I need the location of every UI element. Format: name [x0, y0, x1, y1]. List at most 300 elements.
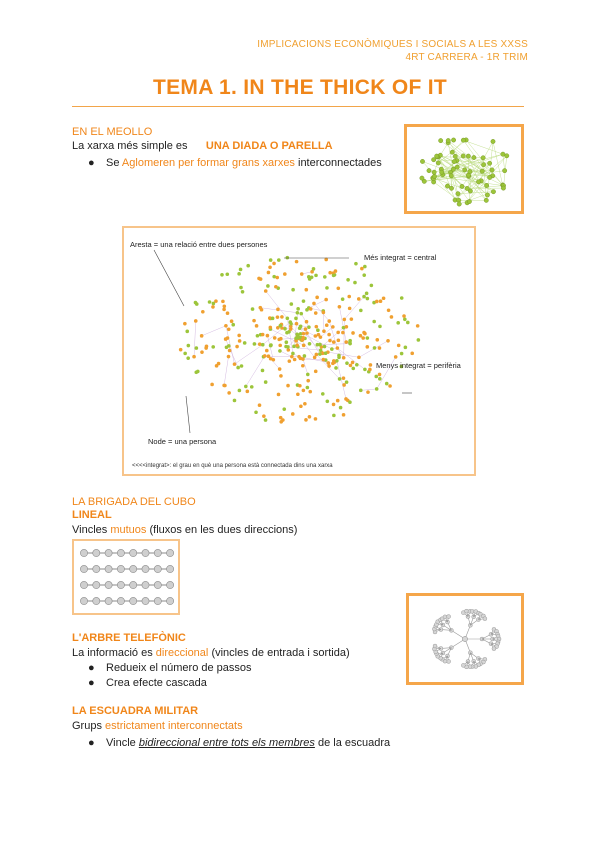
bullet-dot: ● — [88, 677, 95, 689]
tree-node — [447, 615, 451, 619]
diagram-node — [305, 331, 309, 335]
diagram-node — [306, 379, 310, 383]
thumb-node — [480, 169, 484, 173]
diagram-node — [293, 358, 297, 362]
diagram-node — [296, 307, 300, 311]
diagram-edge — [361, 389, 377, 390]
diagram-edge — [344, 297, 364, 320]
diagram-node — [278, 367, 282, 371]
linear-chains-image — [72, 539, 180, 615]
diagram-node — [283, 272, 287, 276]
diagram-node — [295, 343, 299, 347]
diagram-node — [363, 332, 367, 336]
diagram-node — [303, 354, 307, 358]
diagram-node — [400, 296, 404, 300]
thumb-node — [456, 192, 460, 196]
diagram-node — [238, 339, 242, 343]
diagram-node — [286, 256, 290, 260]
diagram-node — [205, 344, 209, 348]
diagram-node — [227, 391, 231, 395]
diagram-node — [298, 384, 302, 388]
diagram-node — [239, 268, 243, 272]
diagram-node — [335, 359, 339, 363]
thumb-node — [461, 154, 465, 158]
thumb-node — [432, 170, 436, 174]
diagram-node — [299, 312, 303, 316]
diagram-node — [277, 393, 281, 397]
diagram-node — [387, 308, 391, 312]
diagram-node — [306, 373, 310, 377]
thumb-node — [468, 169, 472, 173]
diagram-node — [194, 371, 198, 375]
diagram-node — [221, 300, 225, 304]
diagram-node — [304, 327, 308, 331]
diagram-node — [366, 390, 370, 394]
diagram-node — [322, 311, 326, 315]
diagram-node — [404, 346, 408, 350]
label-edge: Aresta = una relació entre dues persones — [130, 240, 268, 249]
chain-node — [117, 597, 124, 604]
diagram-node — [363, 368, 367, 372]
diagram-node — [267, 271, 271, 275]
chain-node — [154, 565, 161, 572]
diagram-node — [360, 267, 364, 271]
thumb-node — [449, 174, 453, 178]
tree-node — [492, 647, 496, 651]
thumb-node — [420, 159, 424, 163]
diagram-node — [330, 347, 334, 351]
section4-bullet-prefix: Vincle — [106, 737, 136, 749]
diagram-node — [309, 307, 313, 311]
thumb-node — [463, 168, 467, 172]
header-course: 4RT CARRERA - 1R TRIM — [405, 52, 528, 63]
diagram-node — [342, 383, 346, 387]
diagram-node — [237, 334, 241, 338]
diagram-node — [230, 319, 234, 323]
diagram-node — [208, 300, 212, 304]
section-heading-meollo: EN EL MEOLLO — [72, 126, 153, 138]
section3-bullet-text-1: Redueix el número de passos — [106, 662, 252, 674]
diagram-node — [385, 382, 389, 386]
diagram-node — [336, 346, 340, 350]
diagram-node — [288, 359, 292, 363]
diagram-node — [254, 410, 258, 414]
diagram-node — [328, 271, 332, 275]
diagram-node — [359, 334, 363, 338]
diagram-node — [325, 286, 329, 290]
diagram-node — [359, 389, 363, 393]
diagram-edge — [339, 307, 346, 342]
diagram-node — [295, 322, 299, 326]
diagram-edge — [194, 321, 196, 357]
diagram-node — [280, 315, 284, 319]
thumb-node — [491, 189, 495, 193]
thumb-node — [457, 202, 461, 206]
thumb-node — [481, 162, 485, 166]
section4-bullet-underlined: bidireccional entre tots els membres — [138, 737, 315, 749]
diagram-node — [341, 331, 345, 335]
thumb-node — [476, 180, 480, 184]
diagram-node — [351, 367, 355, 371]
diagram-node — [269, 344, 273, 348]
diagram-node — [362, 295, 366, 299]
thumb-node — [427, 168, 431, 172]
diagram-node — [342, 356, 346, 360]
thumb-node — [501, 186, 505, 190]
diagram-node — [302, 299, 306, 303]
diagram-node — [301, 338, 305, 342]
diagram-node — [345, 325, 349, 329]
diagram-edge — [280, 351, 292, 357]
diagram-node — [397, 344, 401, 348]
diagram-node — [272, 262, 276, 266]
diagram-node — [238, 389, 242, 393]
diagram-node — [314, 274, 318, 278]
diagram-node — [354, 262, 358, 266]
diagram-node — [289, 327, 293, 331]
diagram-node — [211, 305, 215, 309]
diagram-node — [355, 363, 359, 367]
diagram-node — [211, 345, 215, 349]
section3-line — [72, 646, 350, 660]
diagram-node — [324, 351, 328, 355]
chain-node — [167, 565, 174, 572]
diagram-node — [258, 403, 262, 407]
diagram-node — [299, 325, 303, 329]
diagram-node — [390, 315, 394, 319]
diagram-node — [417, 338, 421, 342]
chain-node — [167, 597, 174, 604]
diagram-node — [290, 302, 294, 306]
diagram-node — [357, 356, 361, 360]
diagram-node — [351, 361, 355, 365]
diagram-node — [373, 346, 377, 350]
diagram-node — [296, 311, 300, 315]
diagram-node — [345, 380, 349, 384]
diagram-node — [416, 324, 420, 328]
diagram-node — [210, 383, 214, 387]
chain-node — [142, 565, 149, 572]
diagram-node — [187, 344, 191, 348]
diagram-node — [220, 273, 224, 277]
thumb-node — [438, 138, 442, 142]
diagram-node — [251, 307, 255, 311]
chain-node — [130, 597, 137, 604]
tree-root-node — [462, 636, 467, 641]
diagram-node — [236, 366, 240, 370]
thumb-node — [491, 139, 495, 143]
diagram-node — [350, 317, 354, 321]
thumb-node — [472, 155, 476, 159]
tree-node — [433, 644, 437, 648]
diagram-node — [362, 273, 366, 277]
diagram-edge — [235, 345, 263, 364]
diagram-node — [304, 418, 308, 422]
diagram-node — [336, 331, 340, 335]
diagram-node — [357, 297, 361, 301]
diagram-node — [337, 339, 341, 343]
diagram-node — [227, 355, 231, 359]
diagram-node — [351, 331, 355, 335]
diagram-node — [369, 363, 373, 367]
diagram-node — [194, 301, 198, 305]
section-heading-arbre: L'ARBRE TELEFÒNIC — [72, 632, 186, 644]
diagram-node — [278, 349, 282, 353]
chain-node — [93, 549, 100, 556]
diagram-node — [261, 343, 265, 347]
diagram-node — [277, 338, 281, 342]
diagram-node — [292, 345, 296, 349]
diagram-node — [305, 320, 309, 324]
diagram-node — [276, 308, 280, 312]
thumb-edge — [503, 154, 505, 170]
diagram-node — [186, 356, 190, 360]
diagram-node — [370, 284, 374, 288]
chain-node — [130, 549, 137, 556]
diagram-node — [337, 356, 341, 360]
diagram-node — [338, 377, 342, 381]
diagram-node — [324, 298, 328, 302]
section2-line — [72, 523, 297, 537]
diagram-node — [276, 315, 280, 319]
thumb-node — [451, 167, 455, 171]
diagram-node — [263, 354, 267, 358]
diagram-node — [326, 399, 330, 403]
thumb-node — [439, 170, 443, 174]
diagram-node — [239, 286, 243, 290]
diagram-node — [344, 340, 348, 344]
diagram-node — [302, 332, 306, 336]
diagram-node — [349, 364, 353, 368]
diagram-node — [386, 339, 390, 343]
diagram-node — [223, 304, 227, 308]
diagram-node — [227, 344, 231, 348]
diagram-node — [353, 281, 357, 285]
thumb-node — [431, 157, 435, 161]
section4-line — [72, 719, 243, 733]
diagram-node — [279, 420, 283, 424]
tree-node — [483, 617, 487, 621]
chain-node — [142, 549, 149, 556]
diagram-node — [183, 322, 187, 326]
diagram-node — [264, 289, 268, 293]
bullet-dot: ● — [88, 157, 95, 169]
diagram-node — [307, 275, 311, 279]
diagram-node — [303, 402, 307, 406]
diagram-node — [321, 392, 325, 396]
label-periphery: Menys integrat = perifèria — [376, 361, 461, 370]
diagram-node — [394, 355, 398, 359]
diagram-node — [348, 400, 352, 404]
diagram-node — [332, 274, 336, 278]
chain-node — [93, 581, 100, 588]
section1-bullet — [88, 156, 382, 170]
diagram-node — [241, 290, 245, 294]
diagram-node — [195, 346, 199, 350]
diagram-node — [299, 404, 303, 408]
diagram-node — [243, 341, 247, 345]
diagram-node — [200, 334, 204, 338]
thumb-node — [484, 183, 488, 187]
diagram-node — [300, 272, 304, 276]
diagram-node — [240, 364, 244, 368]
diagram-node — [342, 413, 346, 417]
diagram-node — [328, 339, 332, 343]
diagram-node — [215, 364, 219, 368]
diagram-node — [344, 397, 348, 401]
thumb-node — [490, 168, 494, 172]
diagram-node — [338, 305, 342, 309]
diagram-node — [291, 352, 295, 356]
diagram-node — [366, 297, 370, 301]
diagram-node — [302, 344, 306, 348]
thumb-node — [487, 175, 491, 179]
diagram-node — [346, 278, 350, 282]
chain-node — [130, 581, 137, 588]
diagram-node — [225, 272, 229, 276]
thumb-node — [467, 199, 471, 203]
diagram-node — [246, 264, 250, 268]
diagram-node — [266, 334, 270, 338]
diagram-node — [264, 418, 268, 422]
diagram-node — [316, 343, 320, 347]
diagram-footnote: <<<<integrat>: el grau en què una persona està connectada dins una xarxa — [132, 463, 333, 469]
diagram-node — [308, 415, 312, 419]
diagram-node — [272, 275, 276, 279]
diagram-node — [307, 325, 311, 329]
diagram-node — [237, 272, 241, 276]
diagram-node — [368, 368, 372, 372]
diagram-node — [304, 288, 308, 292]
diagram-node — [201, 310, 205, 314]
diagram-node — [327, 319, 331, 323]
thumb-node — [434, 154, 438, 158]
diagram-node — [375, 387, 379, 391]
diagram-node — [286, 345, 290, 349]
diagram-node — [379, 299, 383, 303]
thumb-node — [487, 161, 491, 165]
section4-bullet-suffix: de la escuadra — [317, 737, 391, 749]
diagram-node — [289, 322, 293, 326]
diagram-node — [359, 309, 363, 313]
title-divider — [72, 106, 524, 107]
diagram-node — [332, 414, 336, 418]
diagram-node — [306, 386, 310, 390]
linear-chains-graphic — [74, 541, 178, 613]
diagram-node — [192, 355, 196, 359]
diagram-node — [258, 306, 262, 310]
diagram-node — [297, 335, 301, 339]
section1-bullet-prefix: Se — [106, 157, 120, 169]
thumb-node — [452, 159, 456, 163]
thumb-node — [460, 184, 464, 188]
diagram-node — [378, 373, 382, 377]
diagram-node — [233, 362, 237, 366]
diagram-node — [312, 267, 316, 271]
chain-node — [142, 597, 149, 604]
diagram-node — [403, 317, 407, 321]
diagram-node — [336, 399, 340, 403]
diagram-node — [348, 307, 352, 311]
diagram-node — [275, 276, 279, 280]
diagram-node — [375, 300, 379, 304]
chain-node — [93, 565, 100, 572]
diagram-node — [314, 334, 318, 338]
section1-bullet-suffix: interconnectades — [298, 157, 382, 169]
section3-bullet-2 — [88, 676, 207, 690]
diagram-node — [235, 345, 239, 349]
thumb-node — [485, 193, 489, 197]
diagram-node — [365, 345, 369, 349]
diagram-node — [279, 374, 283, 378]
diagram-node — [244, 385, 248, 389]
chain-node — [93, 597, 100, 604]
diagram-node — [301, 364, 305, 368]
diagram-node — [279, 324, 283, 328]
chain-node — [105, 581, 112, 588]
diagram-node — [269, 326, 273, 330]
diagram-node — [332, 403, 336, 407]
label-central: Més integrat = central — [364, 253, 437, 262]
diagram-node — [296, 392, 300, 396]
thumb-node — [502, 168, 506, 172]
diagram-node — [365, 292, 369, 296]
diagram-node — [332, 359, 336, 363]
diagram-node — [325, 323, 329, 327]
diagram-node — [278, 344, 282, 348]
diagram-node — [222, 308, 226, 312]
label-node: Node = una persona — [148, 437, 217, 446]
thumb-edge — [463, 140, 503, 154]
network-diagram — [122, 226, 476, 476]
tree-image — [406, 593, 524, 685]
diagram-node — [406, 321, 410, 325]
diagram-node — [224, 324, 228, 328]
diagram-node — [265, 349, 269, 353]
diagram-node — [336, 286, 340, 290]
diagram-node — [200, 350, 204, 354]
diagram-node — [378, 346, 382, 350]
diagram-node — [312, 302, 316, 306]
chain-node — [105, 565, 112, 572]
diagram-node — [274, 285, 278, 289]
section2-subheading: LINEAL — [72, 509, 112, 521]
diagram-node — [315, 325, 319, 329]
diagram-node — [347, 295, 351, 299]
diagram-node — [322, 329, 326, 333]
diagram-node — [258, 342, 262, 346]
diagram-node — [179, 348, 183, 352]
section-heading-brigada: LA BRIGADA DEL CUBO — [72, 496, 196, 508]
diagram-node — [269, 357, 273, 361]
diagram-node — [255, 324, 259, 328]
diagram-node — [341, 297, 345, 301]
diagram-node — [223, 384, 227, 388]
diagram-node — [285, 340, 289, 344]
section4-line-prefix: Grups — [72, 720, 102, 732]
thumb-node — [420, 176, 424, 180]
chain-node — [117, 581, 124, 588]
diagram-node — [363, 265, 367, 269]
diagram-node — [273, 336, 277, 340]
diagram-node — [233, 399, 237, 403]
diagram-node — [348, 341, 352, 345]
diagram-node — [226, 311, 230, 315]
thumb-node — [481, 156, 485, 160]
diagram-node — [345, 361, 349, 365]
diagram-node — [264, 380, 268, 384]
diagram-node — [194, 319, 198, 323]
